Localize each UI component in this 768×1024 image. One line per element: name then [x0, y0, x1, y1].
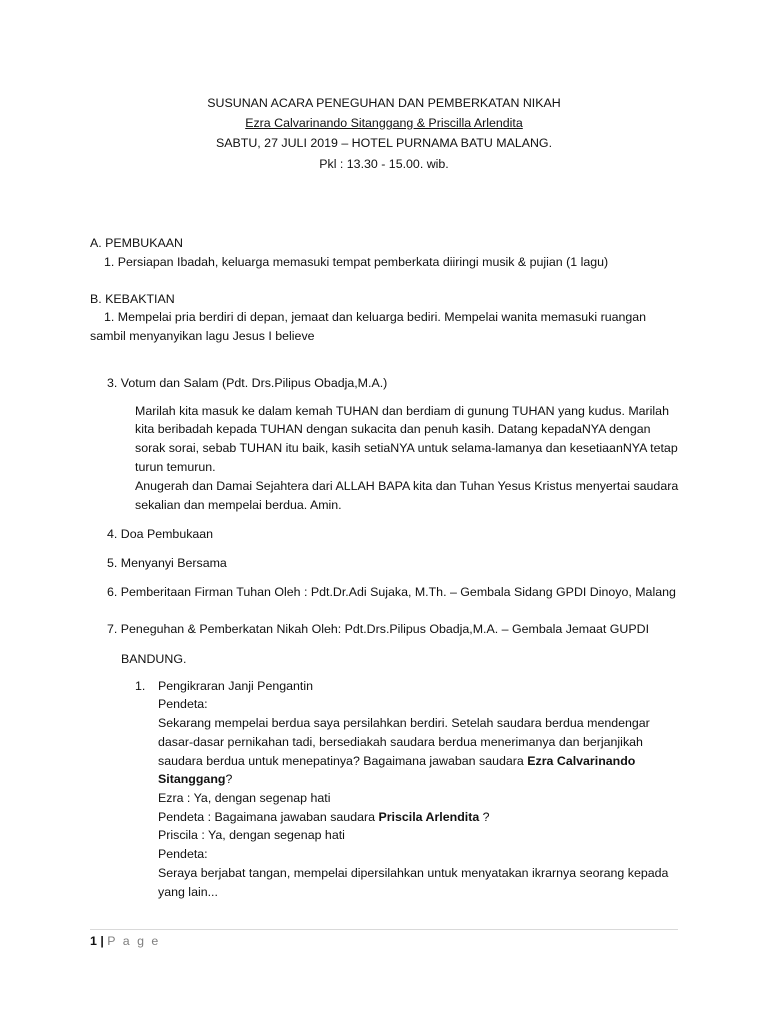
page-footer	[90, 932, 160, 950]
bride-name: Priscila Arlendita	[378, 810, 480, 824]
vows-number: 1.	[135, 679, 146, 693]
votum-line-3: sorak sorai, sebab TUHAN itu baik, kasih setiaNYA untuk selama-lamanya dan kesetiaanNYA tetap	[135, 441, 678, 455]
vows-line-3	[158, 752, 635, 770]
closing-line-1: Seraya berjabat tangan, mempelai dipersilahkan untuk menyatakan ikrarnya seorang kepada	[158, 866, 669, 880]
bride-question-mark: ?	[479, 810, 490, 824]
section-b-item-1-line-1: 1. Mempelai pria berdiri di depan, jemaat dan keluarga bediri. Mempelai wanita memasuki ruangan	[104, 310, 647, 324]
event-time: Pkl : 13.30 - 15.00. wib.	[319, 157, 449, 171]
votum-line-1: Marilah kita masuk ke dalam kemah TUHAN dan berdiam di gunung TUHAN yang kudus. Marilah	[135, 404, 669, 418]
ezra-answer: Ezra : Ya, dengan segenap hati	[158, 791, 331, 805]
votum-line-5: Anugerah dan Damai Sejahtera dari ALLAH BAPA kita dan Tuhan Yesus Kristus menyertai saudara	[135, 479, 679, 493]
pendeta-label: Pendeta:	[158, 697, 208, 711]
question-mark: ?	[225, 772, 233, 786]
vows-line-3-text: saudara berdua untuk menepatinya? Bagaimana jawaban saudara	[158, 754, 524, 768]
section-b-heading: B. KEBAKTIAN	[90, 292, 175, 306]
section-b-item-3: 3. Votum dan Salam (Pdt. Drs.Pilipus Obadja,M.A.)	[107, 376, 388, 390]
section-b-item-1-line-2: sambil menyanyikan lagu Jesus I believe	[90, 329, 315, 343]
votum-line-6: sekalian dan mempelai berdua. Amin.	[135, 498, 342, 512]
vows-line-4	[158, 770, 232, 788]
footer-divider	[90, 929, 678, 930]
closing-line-2: yang lain...	[158, 885, 218, 899]
document-title: SUSUNAN ACARA PENEGUHAN DAN PEMBERKATAN NIKAH	[207, 96, 561, 110]
vows-line-1: Sekarang mempelai berdua saya persilahkan berdiri. Setelah saudara berdua mendengar	[158, 716, 650, 730]
section-b-item-7-line-1: 7. Peneguhan & Pemberkatan Nikah Oleh: Pdt.Drs.Pilipus Obadja,M.A. – Gembala Jemaat GUPDI	[107, 622, 650, 636]
section-b-item-7-line-2: BANDUNG.	[121, 652, 187, 666]
section-a-heading: A. PEMBUKAAN	[90, 236, 183, 250]
vows-title: Pengikraran Janji Pengantin	[158, 679, 313, 693]
pendeta-label-2: Pendeta:	[158, 847, 208, 861]
page-number: 1	[90, 934, 97, 948]
couple-names: Ezra Calvarinando Sitanggang & Priscilla Arlendita	[245, 116, 523, 130]
section-b-item-4: 4. Doa Pembukaan	[107, 527, 214, 541]
section-b-item-5: 5. Menyanyi Bersama	[107, 556, 227, 570]
priscila-answer: Priscila : Ya, dengan segenap hati	[158, 828, 345, 842]
page-separator: |	[100, 934, 104, 948]
date-place: SABTU, 27 JULI 2019 – HOTEL PURNAMA BATU MALANG.	[215, 136, 553, 150]
vows-line-2: dasar-dasar pernikahan tadi, bersediakah saudara berdua menerimanya dan berjanjikah	[158, 735, 643, 749]
groom-name-part-2: Sitanggang	[158, 772, 226, 786]
section-a-item-1: 1. Persiapan Ibadah, keluarga memasuki tempat pemberkata diiringi musik & pujian (1 lagu)	[104, 255, 609, 269]
page-word: P a g e	[107, 934, 161, 948]
votum-line-2: kita beribadah kepada TUHAN dengan sukacita dan penuh kasih. Datang kepadaNYA dengan	[135, 422, 651, 436]
pendeta-question	[158, 808, 490, 826]
section-b-item-6: 6. Pemberitaan Firman Tuhan Oleh : Pdt.Dr.Adi Sujaka, M.Th. – Gembala Sidang GPDI Dinoyo, Malang	[107, 585, 676, 599]
votum-line-4: turun temurun.	[135, 460, 216, 474]
groom-name-part-1: Ezra Calvarinando	[527, 754, 636, 768]
pendeta-question-text: Pendeta : Bagaimana jawaban saudara	[158, 810, 375, 824]
